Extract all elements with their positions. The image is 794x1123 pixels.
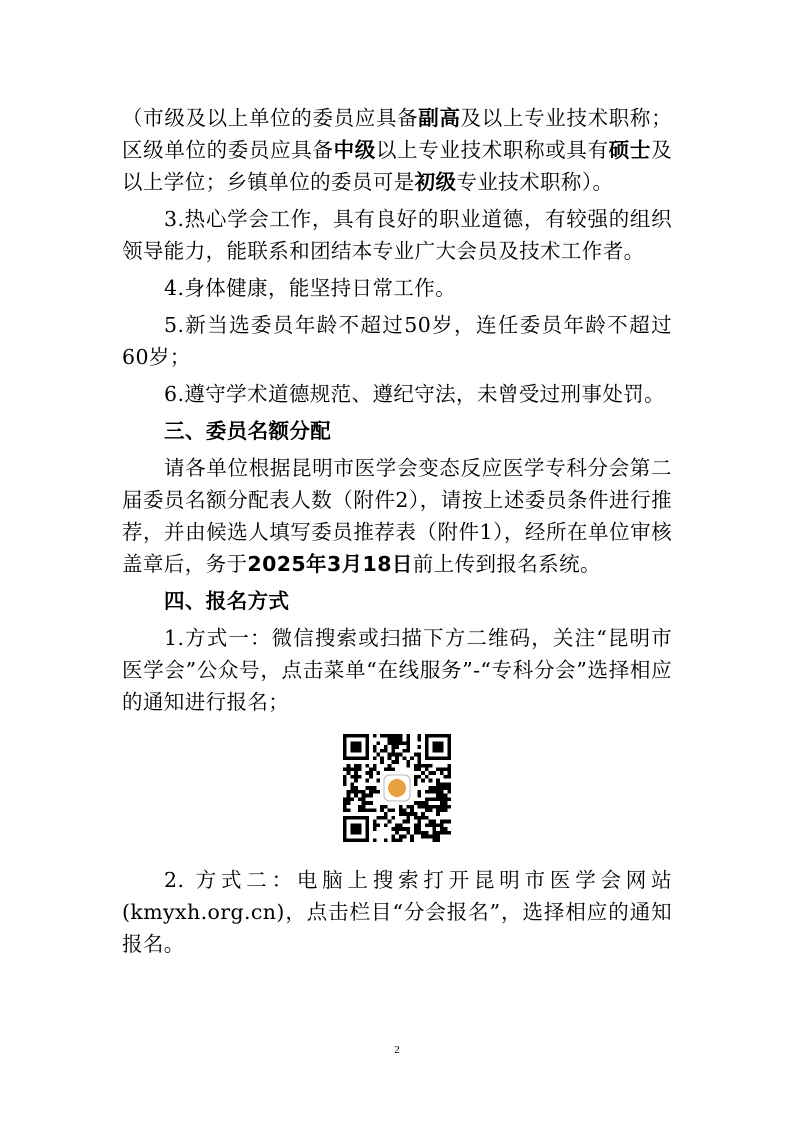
registration-method-1: 1.方式一：微信搜索或扫描下方二维码，关注“昆明市医学会”公众号，点击菜单“在线服务”-“专科分会”选择相应的通知进行报名；: [122, 626, 672, 714]
section-heading-registration: 四、报名方式: [164, 589, 290, 613]
text-run: 及以上专业技术职称；区级单位的委员应具备: [122, 106, 672, 162]
registration-method-2: 2. 方式二：电脑上搜索打开昆明市医学会网站(kmyxh.org.cn)，点击栏目“分会报名”，选择相应的通知报名。: [122, 868, 672, 956]
text-run: 及以上学位；乡镇单位的委员可是: [122, 138, 672, 194]
bold-term: 初级: [414, 170, 457, 194]
qr-code-icon[interactable]: [343, 734, 451, 842]
requirement-item-6: 6.遵守学术道德规范、遵纪守法，未曾受过刑事处罚。: [164, 382, 666, 406]
page-number: 2: [394, 1044, 400, 1056]
text-run: 前上传到报名系统。: [412, 552, 601, 576]
bold-term: 副高: [418, 106, 461, 130]
bold-term: 中级: [333, 138, 376, 162]
qr-logo-icon: [384, 775, 410, 801]
text-run: （市级及以上单位的委员应具备: [122, 106, 419, 130]
requirement-item-5: 5.新当选委员年龄不超过50岁，连任委员年龄不超过60岁；: [122, 313, 672, 369]
requirement-item-3: 3.热心学会工作，具有良好的职业道德，有较强的组织领导能力，能联系和团结本专业广大会员及技术工作者。: [122, 207, 672, 263]
text-run: 专业技术职称）。: [456, 170, 614, 194]
quota-paragraph: [122, 452, 672, 580]
deadline-date: 2025年3月18日: [247, 552, 413, 576]
requirement-item-4: 4.身体健康，能坚持日常工作。: [164, 276, 457, 300]
text-run: 请各单位根据昆明市医学会变态反应医学专科分会第二届委员名额分配表人数（附件2），请按上述委员条件进行推荐，并由候选人填写委员推荐表（附件1），经所在单位审核盖章后，务于: [122, 456, 672, 576]
section-heading-quota: 三、委员名额分配: [164, 419, 332, 443]
qr-code-container: [122, 734, 672, 842]
document-body: [122, 102, 672, 960]
bold-term: 硕士: [608, 138, 652, 162]
text-run: 以上专业技术职称或具有: [375, 138, 609, 162]
qualification-note: [122, 102, 672, 198]
